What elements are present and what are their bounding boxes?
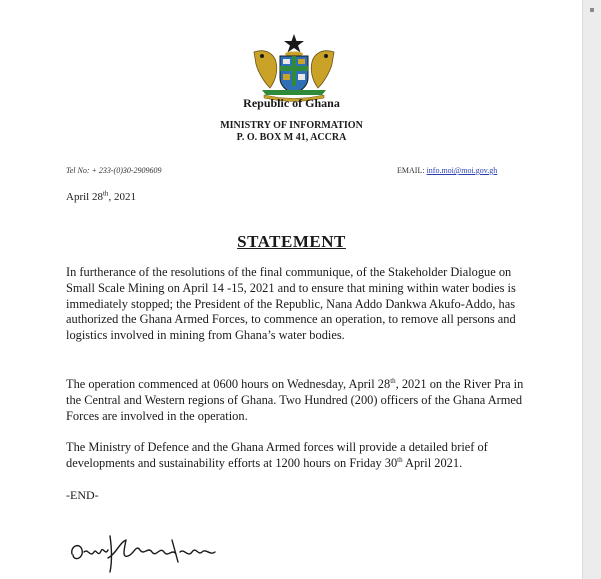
email-line	[397, 166, 497, 175]
paragraph-3-part-b: April 2021.	[402, 455, 463, 470]
ministry-address: P. O. BOX M 41, ACCRA	[236, 132, 347, 143]
handwritten-signature	[68, 528, 218, 576]
republic-heading: Republic of Ghana	[243, 96, 340, 110]
email-label: EMAIL:	[397, 166, 425, 175]
statement-date	[66, 191, 136, 203]
ministry-block	[0, 120, 583, 144]
ministry-name: MINISTRY OF INFORMATION	[220, 120, 363, 131]
end-marker: -END-	[66, 488, 99, 502]
paragraph-3	[66, 440, 526, 472]
paragraph-1: In furtherance of the resolutions of the final communique, of the Stakeholder Dialogue on Small Scale Mining on April 14 -15, 2021 and to ensure that mining within water bodies is immediately stopped; the President of the Republic, Nana Addo Dankwa Akufo-Addo, has authorized the Ghana Armed Forces, to commence an operation, to remove all persons and logistics involved in mining from Ghana’s water bodies.	[66, 265, 516, 343]
statement-title: STATEMENT	[237, 232, 346, 251]
date-suffix: , 2021	[108, 191, 136, 203]
date-superscript: th	[102, 189, 109, 198]
scrollbar-marker	[590, 8, 594, 12]
paragraph-3-part-a: The Ministry of Defence and the Ghana Armed forces will provide a detailed brief of developments and sustainability efforts at 1200 hours on Friday 30	[66, 440, 488, 470]
email-link[interactable]: info.moi@moi.gov.gh	[426, 166, 498, 175]
telephone-number: Tel No: + 233-(0)30-2909609	[66, 166, 162, 175]
paragraph-2-part-a: The operation commenced at 0600 hours on Wednesday, April 28	[66, 377, 391, 391]
ghana-coat-of-arms-icon	[244, 32, 344, 102]
paragraph-2-superscript: th	[390, 376, 396, 385]
date-prefix: April 28	[66, 191, 103, 203]
paragraph-3-superscript: th	[397, 455, 403, 464]
paragraph-2-part-b: , 2021 on the River Pra in the Central and Western regions of Ghana. Two Hundred (200) officers of the Ghana Armed Forces are involved in the operation.	[66, 377, 524, 423]
scrollbar[interactable]	[582, 0, 601, 579]
paragraph-2	[66, 377, 526, 424]
